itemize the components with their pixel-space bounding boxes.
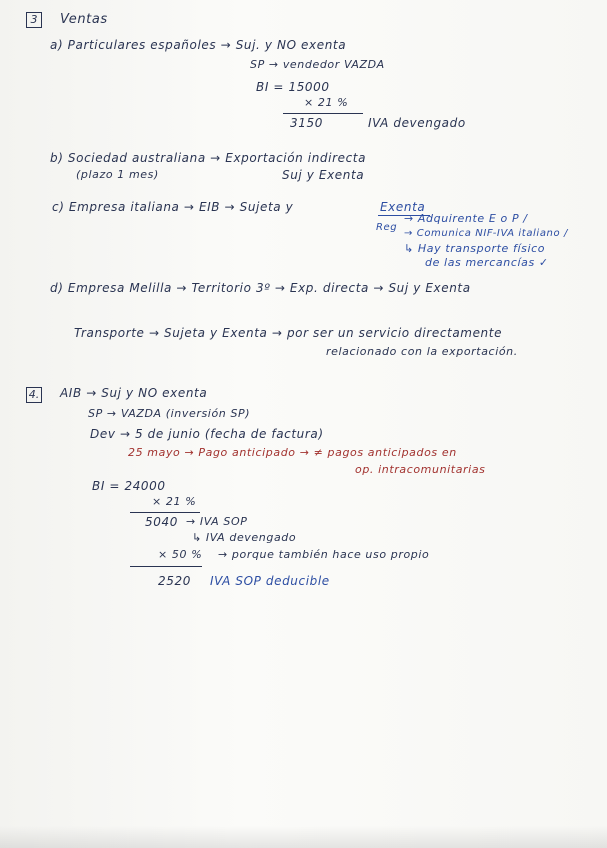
- item-b-line1: b) Sociedad australiana → Exportación indirecta: [50, 151, 367, 165]
- transporte-line1: Transporte → Sujeta y Exenta → por ser un servicio directamente: [74, 326, 503, 340]
- item-a-sum-line: [283, 113, 363, 114]
- item-c-note3: ↳ Hay transporte físico: [404, 242, 546, 255]
- item-b-line3: Suj y Exenta: [282, 168, 365, 182]
- page-bottom-edge: [0, 826, 607, 848]
- item-d-line1: d) Empresa Melilla → Territorio 3º → Exp. directa → Suj y Exenta: [50, 281, 471, 295]
- s4-line1: AIB → Suj y NO exenta: [60, 386, 208, 400]
- transporte-line2: relacionado con la exportación.: [326, 345, 518, 358]
- s4-sum-line-2: [130, 566, 202, 567]
- s4-result: 5040: [145, 515, 178, 529]
- item-a-result: 3150: [290, 116, 323, 130]
- item-a-line2: SP → vendedor VAZDA: [250, 58, 385, 71]
- s4-sum-line: [130, 512, 200, 513]
- section-4-number: 4.: [26, 387, 42, 403]
- s4-line2: SP → VAZDA (inversión SP): [88, 407, 251, 420]
- s4-final-label: IVA SOP deducible: [210, 574, 330, 588]
- item-a-result-label: IVA devengado: [368, 116, 466, 130]
- item-c-note2: → Comunica NIF-IVA italiano /: [404, 228, 568, 239]
- s4-pct: × 50 %: [158, 548, 203, 561]
- s4-final: 2520: [158, 574, 191, 588]
- item-c-note1: → Adquirente E o P /: [404, 212, 528, 225]
- item-c-reg: Reg: [376, 222, 398, 233]
- s4-bi: BI = 24000: [92, 479, 166, 493]
- item-a-bi: BI = 15000: [256, 80, 330, 94]
- item-a-rate: × 21 %: [304, 96, 349, 109]
- s4-arrow1: → IVA SOP: [186, 515, 248, 528]
- item-c-line1: c) Empresa italiana → EIB → Sujeta y: [52, 200, 294, 214]
- item-b-line2: (plazo 1 mes): [76, 168, 159, 181]
- s4-arrow2: ↳ IVA devengado: [192, 531, 297, 544]
- item-c-note4: de las mercancías ✓: [425, 256, 549, 269]
- s4-line4: 25 mayo → Pago anticipado → ≠ pagos anticipados en: [128, 446, 457, 459]
- item-c-exenta: Exenta: [380, 200, 426, 214]
- s4-line3: Dev → 5 de junio (fecha de factura): [90, 427, 324, 441]
- section-3-title: Ventas: [60, 12, 108, 27]
- item-a-line1: a) Particulares españoles → Suj. y NO exenta: [50, 38, 347, 52]
- s4-rate: × 21 %: [152, 495, 197, 508]
- s4-line5: op. intracomunitarias: [355, 463, 486, 476]
- s4-pct-note: → porque también hace uso propio: [218, 548, 430, 561]
- section-3-number: 3: [26, 12, 42, 28]
